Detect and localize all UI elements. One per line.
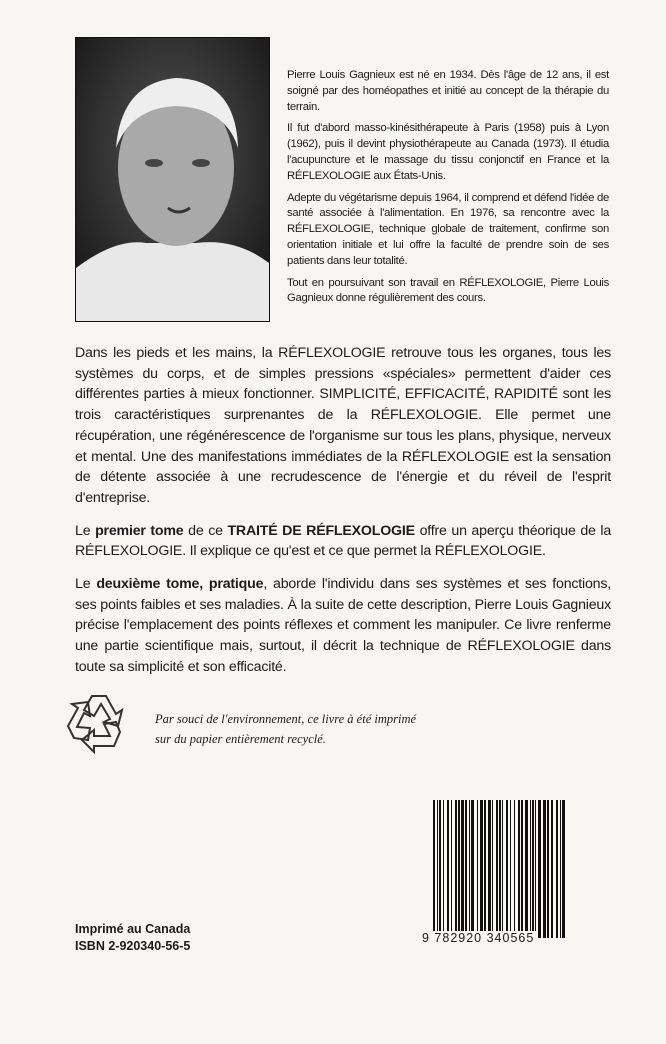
barcode-bar <box>469 800 470 938</box>
barcode-bar <box>496 800 498 938</box>
text: de ce <box>183 522 228 539</box>
text: Le <box>75 576 97 593</box>
barcode-bar <box>560 800 561 938</box>
environment-note <box>155 709 416 749</box>
barcode-bar <box>484 800 486 938</box>
barcode-bar <box>465 800 467 938</box>
text: , aborde l'individu dans ses systèmes et ses fonctions, ses points faibles et ses maladies. À la suite de cette description, Pierre Louis Gagnieux précise l'emplacement des points réflexes et comment les manipuler. Ce livre renferme une partie scientifique mais, surtout, il décrit la technique de RÉFLEXOLOGIE dans toute sa simplicité et son efficacité. <box>75 576 612 675</box>
barcode-bar <box>525 800 528 938</box>
printed-in: Imprimé au Canada <box>75 922 191 936</box>
barcode-bar <box>551 800 553 938</box>
barcode-bar <box>538 800 541 938</box>
barcode-bar <box>547 800 549 938</box>
bold-text: premier tome <box>95 522 184 539</box>
description-paragraph <box>75 521 611 562</box>
text: Le <box>75 522 96 539</box>
barcode-bar <box>521 800 523 938</box>
barcode-bar <box>499 800 501 938</box>
barcode-bar <box>562 800 565 938</box>
environment-line: Par souci de l'environnement, ce livre à été imprimé <box>155 712 417 726</box>
bio-paragraph: Adepte du végétarisme depuis 1964, il comprend et défend l'idée de santé associée à l'alimentation. En 1976, sa rencontre avec la RÉFLEXOLOGIE, technique globale de traitement, confirme son orientation initiale et lui offre la faculté de prendre soin de ses patients dans leur totalité. <box>287 191 609 267</box>
bold-text: TRAITÉ DE RÉFLEXOLOGIE <box>227 522 415 539</box>
barcode-bar <box>437 800 438 938</box>
bio-paragraph: Tout en poursuivant son travail en RÉFLEXOLOGIE, Pierre Louis Gagnieux donne régulièrement des cours. <box>287 276 609 305</box>
barcode-bar <box>502 800 503 938</box>
barcode-bar <box>439 800 441 938</box>
barcode-bar <box>455 800 457 938</box>
environment-line: sur du papier entièrement recyclé. <box>155 732 326 746</box>
barcode-bar <box>506 800 508 938</box>
text: offre un aperçu théorique de la RÉFLEXOLOGIE. Il explique ce qu'est et ce que permet la RÉFLEXOLOGIE. <box>75 522 612 560</box>
barcode-bar <box>477 800 478 938</box>
description-paragraph: Dans les pieds et les mains, la RÉFLEXOLOGIE retrouve tous les organes, tous les systèmes du corps, et de simples pressions «spéciales» permettent d'aider ces différentes parties à mieux fonctionner. SIMPLICITÉ, EFFICACITÉ, RAPIDITÉ sont les trois caractéristiques surprenantes de la RÉFLEXOLOGIE. Elle permet une récupération, une régénérescence de l'organisme sur tous les plans, physique, nerveux et mental. Une des manifestations immédiates de la RÉFLEXOLOGIE est la sensation de détente associée à une recrudescence de l'énergie et du réveil de l'esprit d'entreprise. <box>75 345 611 506</box>
isbn: ISBN 2-920340-56-5 <box>75 939 191 953</box>
barcode-bar <box>451 800 452 938</box>
barcode-bar <box>510 800 511 938</box>
barcode-bar <box>532 800 534 938</box>
bio-paragraph: Il fut d'abord masso-kinésithérapeute à Paris (1958) puis à Lyon (1962), puis il devint physiothérapeute au Canada (1973). Il étudia l'acupuncture et le massage du tissu conjonctif en France et la RÉFLEXOLOGIE aux États-Unis. <box>287 122 609 182</box>
barcode-bar <box>447 800 449 938</box>
barcode-bar <box>535 800 536 938</box>
barcode-bar <box>433 800 435 938</box>
book-description <box>75 343 611 690</box>
recycle-icon <box>66 688 132 754</box>
barcode-bar <box>518 800 520 938</box>
barcode-bar <box>480 800 483 938</box>
bold-text: deuxième tome, pratique <box>96 576 264 593</box>
barcode-bar <box>514 800 515 938</box>
barcode-bar <box>471 800 474 938</box>
barcode-bar <box>543 800 546 938</box>
imprint <box>75 921 190 955</box>
barcode-bar <box>458 800 460 938</box>
barcode-bar <box>556 800 558 938</box>
author-photo <box>75 37 270 322</box>
bio-paragraph: Pierre Louis Gagnieux est né en 1934. Dès l'âge de 12 ans, il est soigné par des homéopathes et initié au concept de la thérapie du terrain. <box>287 69 609 113</box>
barcode-number: 9 782920 340565 <box>422 931 535 945</box>
barcode-bar <box>492 800 493 938</box>
barcode <box>425 800 573 948</box>
description-paragraph <box>75 574 611 678</box>
barcode-bar <box>488 800 491 938</box>
barcode-bar <box>530 800 531 938</box>
author-bio <box>287 68 609 313</box>
barcode-bar <box>443 800 444 938</box>
barcode-bar <box>461 800 464 938</box>
